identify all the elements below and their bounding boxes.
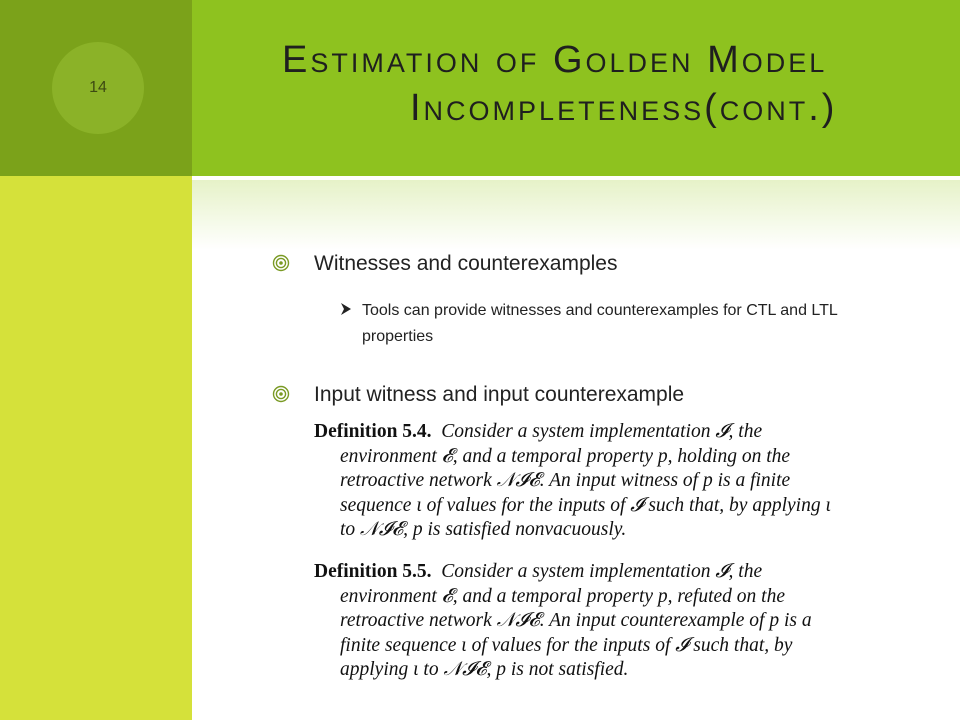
slide-number: 14 <box>89 79 107 96</box>
arrow-bullet-icon <box>340 298 362 318</box>
header-fade <box>192 180 960 250</box>
definition-line: Consider a system implementation 𝓘, the <box>441 421 763 442</box>
circle-bullet-icon <box>272 250 298 276</box>
definition-line: environment 𝓔, and a temporal property p, holding on the <box>340 445 791 467</box>
definition-5-5 <box>314 560 884 683</box>
definition-line: retroactive network 𝒩𝓘𝓔. An input counterexample of p is a <box>340 610 812 631</box>
definition-line: to 𝒩𝓘𝓔, p is satisfied nonvacuously. <box>340 519 627 540</box>
circle-bullet-icon <box>272 381 298 407</box>
sub-bullet-text: Tools can provide witnesses and counterexamples for CTL and LTL properties <box>362 302 838 345</box>
definition-5-4 <box>314 420 884 543</box>
slide-title <box>282 36 922 132</box>
definition-line: finite sequence ι of values for the inputs of 𝓘 such that, by <box>340 634 793 656</box>
left-bottom-panel <box>0 176 192 720</box>
definition-line: retroactive network 𝒩𝓘𝓔. An input witness of p is a finite <box>340 470 791 491</box>
bullet-input-witness <box>272 381 932 409</box>
definition-heading: Definition 5.4. <box>314 421 432 442</box>
bullet-witnesses <box>272 250 932 278</box>
bullet-text: Witnesses and counterexamples <box>314 252 618 275</box>
sub-bullet-tools <box>340 298 900 350</box>
title-line-2: Incompleteness(cont.) <box>410 87 838 129</box>
definition-line: applying ι to 𝒩𝓘𝓔, p is not satisfied. <box>340 659 629 680</box>
title-line-1: Estimation of Golden Model <box>282 39 828 81</box>
slide-number-badge <box>52 42 144 134</box>
definition-line: environment 𝓔, and a temporal property p, refuted on the <box>340 585 785 607</box>
definition-line: sequence ι of values for the inputs of 𝓘 such that, by applying ι <box>340 494 831 516</box>
bullet-text: Input witness and input counterexample <box>314 383 685 406</box>
definition-line: Consider a system implementation 𝓘, the <box>441 561 763 582</box>
definition-heading: Definition 5.5. <box>314 561 432 582</box>
